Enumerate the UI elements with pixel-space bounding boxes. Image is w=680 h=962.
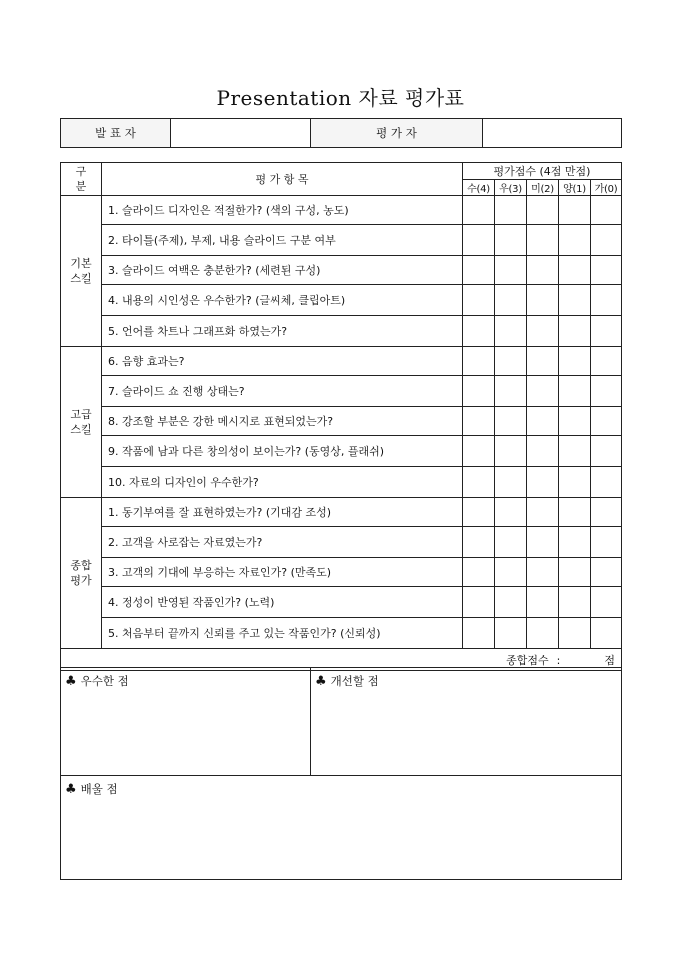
score-checkbox[interactable] (527, 407, 559, 436)
evaluation-table (60, 162, 622, 671)
score-checkbox[interactable] (559, 587, 591, 618)
evaluation-item: 5. 처음부터 끝까지 신뢰를 주고 있는 작품인가? (신뢰성) (102, 618, 463, 649)
score-checkbox[interactable] (559, 558, 591, 587)
evaluation-row (61, 225, 622, 256)
score-checkbox[interactable] (527, 376, 559, 407)
score-column-header: 양(1) (559, 180, 591, 196)
evaluator-label: 평 가 자 (311, 119, 483, 148)
evaluation-item: 8. 강조할 부분은 강한 메시지로 표현되었는가? (102, 407, 463, 436)
score-checkbox[interactable] (463, 587, 495, 618)
section-label: 기본 스킬 (61, 196, 102, 347)
score-checkbox[interactable] (559, 285, 591, 316)
score-checkbox[interactable] (591, 467, 622, 498)
evaluation-row (61, 407, 622, 436)
score-checkbox[interactable] (495, 225, 527, 256)
score-checkbox[interactable] (527, 256, 559, 285)
score-checkbox[interactable] (463, 498, 495, 527)
section-label: 고급 스킬 (61, 347, 102, 498)
score-column-header: 우(3) (495, 180, 527, 196)
club-icon: ♣ (65, 782, 77, 797)
evaluator-field[interactable] (483, 119, 622, 148)
score-checkbox[interactable] (463, 558, 495, 587)
improve-points-box[interactable] (311, 668, 622, 776)
score-checkbox[interactable] (591, 225, 622, 256)
evaluation-item: 3. 고객의 기대에 부응하는 자료인가? (만족도) (102, 558, 463, 587)
score-checkbox[interactable] (527, 618, 559, 649)
score-checkbox[interactable] (495, 376, 527, 407)
score-header: 평가점수 (4점 만점) (463, 163, 622, 180)
evaluation-row (61, 587, 622, 618)
score-checkbox[interactable] (463, 527, 495, 558)
score-checkbox[interactable] (559, 225, 591, 256)
score-checkbox[interactable] (591, 376, 622, 407)
evaluation-row (61, 436, 622, 467)
score-checkbox[interactable] (559, 407, 591, 436)
score-checkbox[interactable] (559, 467, 591, 498)
score-checkbox[interactable] (495, 407, 527, 436)
score-checkbox[interactable] (559, 618, 591, 649)
score-checkbox[interactable] (591, 347, 622, 376)
evaluation-row (61, 618, 622, 649)
score-checkbox[interactable] (591, 316, 622, 347)
score-checkbox[interactable] (495, 196, 527, 225)
score-checkbox[interactable] (463, 256, 495, 285)
score-checkbox[interactable] (527, 347, 559, 376)
score-checkbox[interactable] (527, 196, 559, 225)
score-checkbox[interactable] (463, 407, 495, 436)
presenter-field[interactable] (171, 119, 311, 148)
score-checkbox[interactable] (591, 407, 622, 436)
score-checkbox[interactable] (463, 467, 495, 498)
score-checkbox[interactable] (591, 285, 622, 316)
evaluation-row (61, 558, 622, 587)
evaluation-item: 6. 음향 효과는? (102, 347, 463, 376)
score-checkbox[interactable] (559, 256, 591, 285)
score-checkbox[interactable] (527, 316, 559, 347)
score-checkbox[interactable] (527, 436, 559, 467)
score-checkbox[interactable] (495, 285, 527, 316)
presenter-label: 발 표 자 (61, 119, 171, 148)
score-checkbox[interactable] (463, 285, 495, 316)
club-icon: ♣ (65, 674, 77, 689)
score-checkbox[interactable] (527, 498, 559, 527)
score-checkbox[interactable] (559, 316, 591, 347)
score-checkbox[interactable] (495, 467, 527, 498)
category-header: 구 분 (61, 163, 102, 196)
score-checkbox[interactable] (463, 225, 495, 256)
score-column-header: 미(2) (527, 180, 559, 196)
score-checkbox[interactable] (527, 285, 559, 316)
score-checkbox[interactable] (527, 225, 559, 256)
score-checkbox[interactable] (495, 558, 527, 587)
score-checkbox[interactable] (527, 558, 559, 587)
score-checkbox[interactable] (591, 498, 622, 527)
score-checkbox[interactable] (559, 196, 591, 225)
evaluation-row (61, 196, 622, 225)
score-checkbox[interactable] (591, 587, 622, 618)
evaluation-row (61, 285, 622, 316)
score-checkbox[interactable] (495, 256, 527, 285)
score-checkbox[interactable] (495, 436, 527, 467)
evaluation-item: 4. 정성이 반영된 작품인가? (노력) (102, 587, 463, 618)
score-checkbox[interactable] (495, 347, 527, 376)
score-checkbox[interactable] (559, 376, 591, 407)
evaluation-item: 2. 고객을 사로잡는 자료였는가? (102, 527, 463, 558)
score-checkbox[interactable] (463, 376, 495, 407)
score-checkbox[interactable] (559, 347, 591, 376)
score-checkbox[interactable] (559, 498, 591, 527)
evaluation-item: 9. 작품에 남과 다른 창의성이 보이는가? (동영상, 플래쉬) (102, 436, 463, 467)
score-checkbox[interactable] (463, 316, 495, 347)
evaluation-item: 1. 동기부여를 잘 표현하였는가? (기대감 조성) (102, 498, 463, 527)
improve-points-label: 개선할 점 (330, 674, 379, 688)
score-checkbox[interactable] (591, 436, 622, 467)
score-checkbox[interactable] (495, 316, 527, 347)
score-checkbox[interactable] (495, 498, 527, 527)
evaluation-item: 5. 언어를 차트나 그래프화 하였는가? (102, 316, 463, 347)
score-checkbox[interactable] (559, 527, 591, 558)
score-checkbox[interactable] (463, 618, 495, 649)
score-checkbox[interactable] (495, 527, 527, 558)
score-checkbox[interactable] (591, 618, 622, 649)
score-checkbox[interactable] (591, 527, 622, 558)
presenter-evaluator-table (60, 118, 622, 148)
score-checkbox[interactable] (591, 558, 622, 587)
club-icon: ♣ (315, 674, 327, 689)
total-score-field[interactable]: : (556, 653, 561, 667)
items-header: 평 가 항 목 (102, 163, 463, 196)
score-checkbox[interactable] (591, 196, 622, 225)
score-checkbox[interactable] (559, 436, 591, 467)
evaluation-row (61, 498, 622, 527)
evaluation-item: 10. 자료의 디자인이 우수한가? (102, 467, 463, 498)
evaluation-row (61, 467, 622, 498)
total-score-label: 종합점수 (506, 653, 549, 667)
section-label: 종합 평가 (61, 498, 102, 649)
score-checkbox[interactable] (463, 196, 495, 225)
learned-points-box[interactable] (61, 776, 622, 880)
score-checkbox[interactable] (527, 467, 559, 498)
score-checkbox[interactable] (527, 527, 559, 558)
evaluation-row (61, 316, 622, 347)
evaluation-item: 7. 슬라이드 쇼 진행 상태는? (102, 376, 463, 407)
good-points-box[interactable] (61, 668, 311, 776)
score-checkbox[interactable] (463, 436, 495, 467)
page-title: Presentation 자료 평가표 (216, 86, 465, 110)
score-checkbox[interactable] (591, 256, 622, 285)
evaluation-item: 4. 내용의 시인성은 우수한가? (글씨체, 클립아트) (102, 285, 463, 316)
score-checkbox[interactable] (495, 618, 527, 649)
evaluation-row (61, 347, 622, 376)
score-checkbox[interactable] (463, 347, 495, 376)
score-column-header: 가(0) (591, 180, 622, 196)
evaluation-item: 1. 슬라이드 디자인은 적절한가? (색의 구성, 농도) (102, 196, 463, 225)
evaluation-row (61, 376, 622, 407)
evaluation-row (61, 527, 622, 558)
score-checkbox[interactable] (527, 587, 559, 618)
evaluation-item: 2. 타이틀(주제), 부제, 내용 슬라이드 구분 여부 (102, 225, 463, 256)
learned-points-label: 배울 점 (80, 782, 118, 796)
remarks-table (60, 667, 622, 880)
good-points-label: 우수한 점 (80, 674, 129, 688)
total-score-unit: 점 (604, 653, 615, 667)
score-column-header: 수(4) (463, 180, 495, 196)
evaluation-item: 3. 슬라이드 여백은 충분한가? (세련된 구성) (102, 256, 463, 285)
evaluation-row (61, 256, 622, 285)
score-checkbox[interactable] (495, 587, 527, 618)
